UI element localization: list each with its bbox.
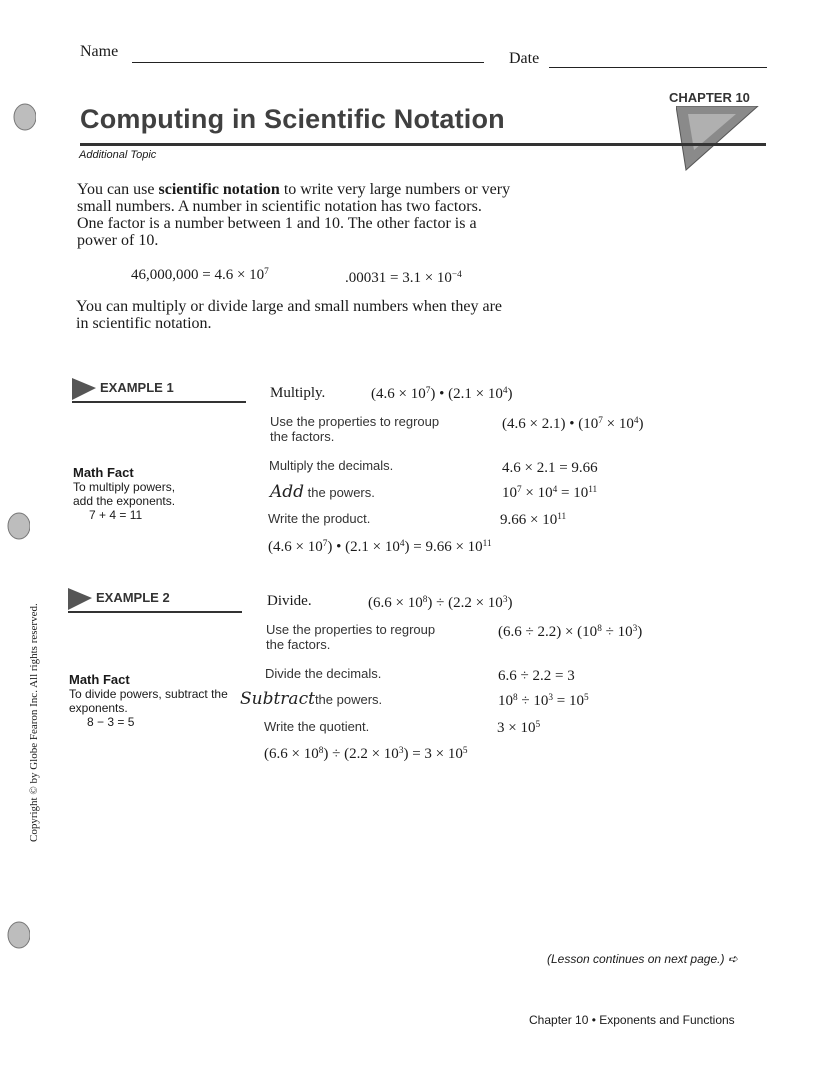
title-rule [80,143,766,146]
ex1-step4: Write the product. [268,511,371,526]
ex1-step1: Use the properties to regroup the factors. [270,414,440,444]
example-2-tag: EXAMPLE 2 [66,586,242,612]
ex1-step2: Multiply the decimals. [269,458,394,473]
ex2-step3-math: $10^8 \div 10^3 = 10^5$ [498,692,589,709]
ex1-step3: Add the powers. [270,482,375,502]
sci-example-small: $.00031 = 3.1 \times 10^{-4}$ [345,269,462,286]
punch-hole-bottom [4,920,30,950]
ex2-handwriting: Subtract [240,689,315,709]
intro-paragraph-2: You can multiply or divide large and small numbers when they are in scientific notation. [76,298,502,332]
lesson-continues-note: (Lesson continues on next page.) ➪ [547,952,738,966]
ex2-step2-math: 6.6 ÷ 2.2 = 3 [498,668,575,684]
ex1-final: $(4.6 \times 10^7)$ • $(2.1 \times 10^4) = 9.66 \times 10^{11}$ [268,538,492,555]
copyright-notice: Copyright © by Globe Fearon Inc. All rights reserved. [28,603,40,842]
ex1-step2-math: 4.6 × 2.1 = 9.66 [502,460,598,476]
ex2-step1-math: $(6.6 \div 2.2) \times (10^8 \div 10^3)$ [498,623,643,640]
ex2-math-fact: Math Fact To divide powers, subtract the exponents. 8 − 3 = 5 [69,672,228,729]
subtitle: Additional Topic [79,149,157,161]
ex1-action: Multiply. [270,385,326,401]
punch-hole-top [10,102,36,132]
page-title: Computing in Scientific Notation [80,104,505,134]
name-label: Name [80,43,119,60]
ex2-action: Divide. [267,593,312,609]
ex1-math-fact: Math Fact To multiply powers, add the exponents. 7 + 4 = 11 [73,465,176,522]
example-1-tag: EXAMPLE 1 [70,376,246,402]
ex1-step3-math: $10^7 \times 10^4 = 10^{11}$ [502,484,598,501]
ex2-step2: Divide the decimals. [265,666,382,681]
chapter-triangle-icon [676,106,760,177]
ex1-problem: $(4.6 \times 10^7)$ • $(2.1 \times 10^4)$ [371,385,513,402]
ex2-step4: Write the quotient. [264,719,370,734]
ex1-handwriting: Add [270,482,305,502]
ex1-step1-math: (4.6 × 2.1) • $(10^7 \times 10^4)$ [502,415,644,432]
punch-hole-middle [4,511,30,541]
ex1-step4-math: $9.66 \times 10^{11}$ [500,511,567,528]
date-label: Date [509,50,540,67]
chapter-label: CHAPTER 10 [669,90,750,105]
ex2-step4-math: $3 \times 10^5$ [497,719,541,736]
ex2-final: $(6.6 \times 10^8) \div (2.2 \times 10^3) = 3 \times 10^5$ [264,745,468,762]
name-field[interactable] [132,62,484,63]
intro-paragraph: You can use scientific notation to write very large numbers or very small numbers. A number in scientific notation has two factors. One factor is a number between 1 and 10. The other factor is a power of 10. [77,181,511,249]
ex2-problem: $(6.6 \times 10^8) \div (2.2 \times 10^3)$ [368,594,513,611]
ex2-step3: Subtractthe powers. [240,689,383,709]
date-field[interactable] [549,67,767,68]
sci-example-large: $46,000,000 = 4.6 \times 10^7$ [131,266,269,283]
chapter-footer: Chapter 10 • Exponents and Functions [529,1013,735,1027]
ex2-step1: Use the properties to regroup the factors. [266,622,436,652]
